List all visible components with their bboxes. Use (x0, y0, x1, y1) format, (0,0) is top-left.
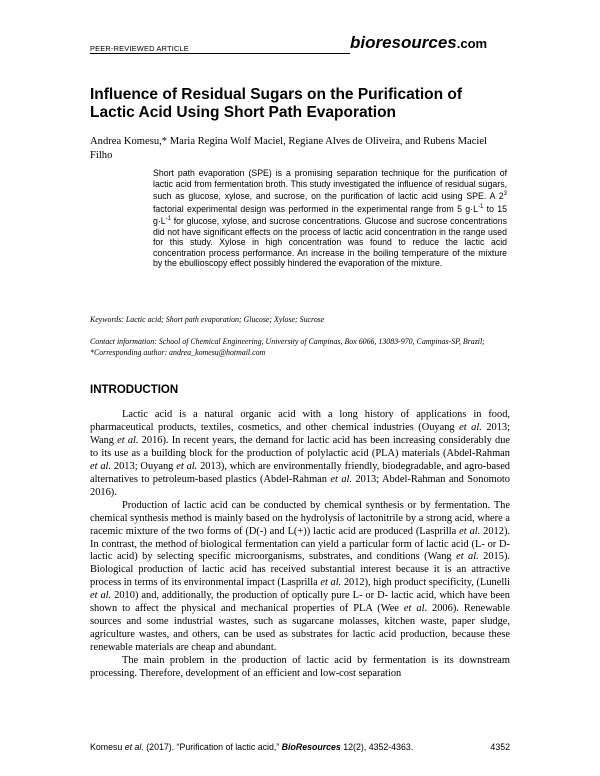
footer-etal: et al. (124, 742, 144, 752)
text-run: 2016). In recent years, the demand for lactic acid has been increasing considerably due to its use as a building block for the production of polylactic acid (PLA) materials (Abdel-Rahman (90, 434, 511, 459)
paragraph (90, 409, 510, 500)
text-run: 2013; Wang (90, 421, 510, 446)
abstract-text: Short path evaporation (SPE) is a promising separation technique for the purification of lactic acid from fermentation broth. This study investigated the influence of residual sugars, such as glucose, xylose, and sucrose, on the purification of lactic acid using SPE. A 2 (153, 168, 507, 202)
article-type-label: PEER-REVIEWED ARTICLE (90, 44, 189, 53)
text-run: 2012), high product specificity, (Lunelli (341, 577, 510, 589)
keywords: Keywords: Lactic acid; Short path evaporation; Glucose; Xylose; Sucrose (90, 315, 325, 324)
abstract-text: to 15 g·L (153, 203, 507, 227)
text-run-italic: et al. (330, 473, 353, 485)
footer-volume: 12(2), 4352-4363. (340, 742, 414, 752)
text-run: The main problem in the production of lactic acid by fermentation is its downstream processing. Therefore, development of an efficient and low-cost separation (90, 655, 510, 680)
abstract-sup: 3 (503, 191, 507, 198)
page-footer (90, 742, 510, 752)
text-run-italic: et al. (117, 434, 139, 446)
footer-author: Komesu (90, 742, 125, 752)
text-run: Production of lactic acid can be conducted by chemical synthesis or by fermentation. The chemical synthesis method is mainly based on the hydrolysis of lactonitrile by a strong acid, where a racemic mixture of the two forms of (D(-) and L(+)) lactic acid are produced (Lasprilla (90, 499, 510, 537)
footer-citation: (2017). “Purification of lactic acid,” (143, 742, 282, 752)
abstract-sup: -1 (165, 216, 171, 223)
abstract-text: for glucose, xylose, and sucrose concentrations. Glucose and sucrose concentrations did not have significant effects on the process of lactic acid concentration in the range used for this study. Xylose in high concentration was found to reduce the lactic acid concentration process performance. An increase in the boiling temperature of the mixture by the ebullioscopy effect possibly hindered the evaporation of the mixture. (153, 216, 507, 269)
header-rule (90, 53, 350, 54)
page-number: 4352 (490, 742, 510, 752)
text-run-italic: et al. (176, 460, 198, 472)
text-run: 2015). Biological production of lactic acid has received substantial interest because it is an attractive process in terms of its environmental impact (Lasprilla (90, 551, 511, 589)
text-run: 2013; Abdel-Rahman and Sonomoto 2016). (90, 473, 511, 498)
abstract (153, 168, 507, 269)
text-run-italic: et al. (459, 525, 481, 537)
journal-tld: .com (456, 36, 488, 51)
abstract-sup: -1 (477, 203, 484, 210)
text-run: 2013), which are environmentally friendly, biodegradable, and agro-based alternatives to petroleum-based plastics (Abdel-Rahman (90, 460, 510, 485)
text-run-italic: et al. (459, 421, 482, 433)
text-run: 2013; Ouyang (111, 460, 177, 472)
body-text (90, 409, 510, 681)
paragraph (90, 500, 510, 655)
text-run: Lactic acid is a natural organic acid with a long history of applications in food, pharmaceutical products, textiles, cosmetics, and other chemical industries (Ouyang (90, 409, 510, 433)
text-run-italic: et al. (320, 577, 342, 589)
text-run-italic: et al. (456, 551, 479, 563)
author-list: Andrea Komesu,* Maria Regina Wolf Maciel, Regiane Alves de Oliveira, and Rubens Maciel Filho (90, 136, 487, 161)
journal-logo (350, 33, 487, 53)
text-run-italic: et al (403, 603, 425, 615)
paragraph (90, 655, 510, 681)
text-run: . 2006). Renewable sources and some industrial wastes, such as sugarcane molasses, kitchen waste, paper sludge, agriculture wastes, and others, can be used as substrates for lactic acid production, because these renewable materials are cheap and abundant. (90, 603, 511, 654)
section-heading: INTRODUCTION (90, 384, 179, 396)
journal-name: bioresources (350, 33, 457, 52)
footer-journal: BioResources (281, 742, 341, 752)
abstract-text: factorial experimental design was performed in the experimental range from 5 g·L (153, 203, 478, 214)
article-title: Influence of Residual Sugars on the Purification of Lactic Acid Using Short Path Evaporation (90, 86, 463, 121)
text-run: 2012). In contrast, the method of biological fermentation can yield a particular form of lactic acid (L- or D- lactic acid) by selecting specific microorganisms, substrates, and conditions (Wang (90, 525, 510, 563)
text-run: 2010) and, additionally, the production of optically pure L- or D- lactic acid, which have been shown to affect the physical and mechanical properties of PLA (Wee (90, 590, 510, 615)
text-run-italic: et al. (90, 590, 112, 602)
text-run-italic: et al. (90, 460, 112, 472)
contact-information: Contact information: School of Chemical Engineering, University of Campinas, Box 6066, 13083-970, Campinas-SP, Brazil; *Corresponding author: andrea_komesu@hotmail.com (90, 337, 485, 357)
